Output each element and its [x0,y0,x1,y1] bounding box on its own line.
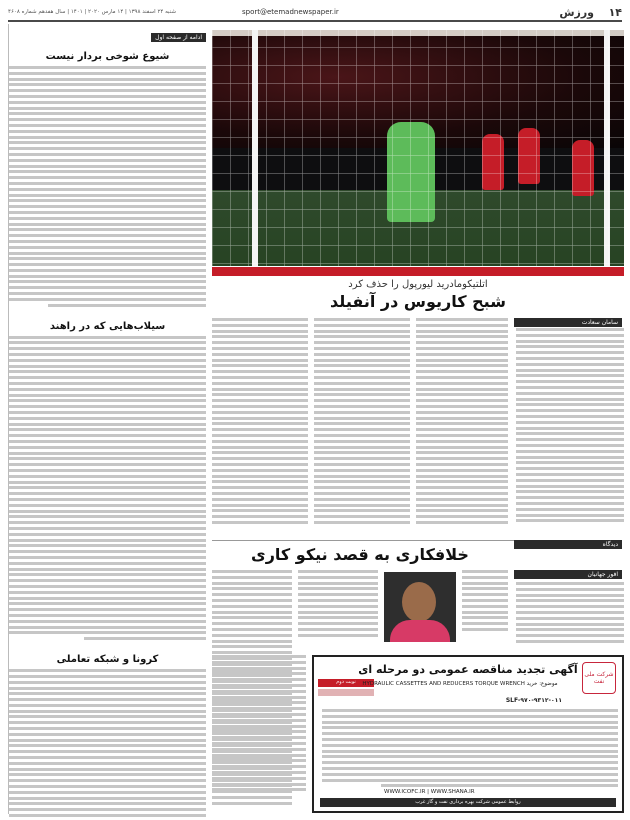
tender-advertisement[interactable] [312,655,624,813]
ad-footer: روابط عمومی شرکت بهره برداری نفت و گاز غرب [320,798,616,807]
ad-title: آگهی تجدید مناقصه عمومی دو مرحله ای [358,663,578,676]
issue-line: شنبه ۲۴ اسفند ۱۳۹۸ | ۱۴ مارس ۲۰۲۰ | ۱۴۰۱ | سال هفدهم شماره ۴۶۰۸ [8,9,176,15]
second-column-3 [462,570,508,634]
photo-caption-bar [212,267,624,276]
main-photo [212,30,624,266]
left-body-1 [9,66,206,307]
main-headline: شبح کاریوس در آنفیلد [330,292,506,311]
left-column [8,24,206,814]
second-author-tag: افور جهانیان [514,570,622,579]
bottom-column [212,655,306,794]
left-title-3: کرونا و شبکه تعاملی [56,654,159,666]
ad-subtitle: موضوع: خرید HYDRAULIC CASSETTES AND REDUCERS TORQUE WRENCH [362,681,558,687]
ad-url[interactable]: WWW.ICOFC.IR | WWW.SHANA.IR [384,789,475,795]
second-column-2 [298,570,378,640]
story-column-2 [314,318,410,527]
second-side-text [516,582,624,646]
ad-body [322,709,618,790]
second-tag: دیدگاه [514,540,622,549]
ad-code: SLF-۹۷۰-۹۳۱۲-۰۱۱ [505,697,562,704]
second-headline: خلافکاری به قصد نیکو کاری [251,545,469,564]
section-email[interactable]: sport@etemadnewspaper.ir [242,8,339,16]
story-column-1 [212,318,308,527]
side-author-tag: سامان سعادت [514,318,622,327]
left-body-2 [9,336,206,640]
side-column-text [516,328,624,525]
page-number: ۱۴ [608,6,622,19]
section-name: ورزش [559,6,594,19]
ad-red-badge: نوبت دوم [318,679,374,687]
left-title-2: سیلاب‌هایی که در راهند [49,320,166,332]
second-story-photo [384,572,456,642]
left-title-1: شیوع شوخی بردار نیست [45,51,170,62]
page-header [8,6,622,22]
continued-ribbon: ادامه از صفحه اول [151,33,206,42]
story-column-3 [416,318,508,527]
left-body-3 [9,669,206,820]
company-logo: شرکت ملی نفت [582,662,616,694]
ad-red-strip [318,689,374,696]
main-kicker: اتلتیکومادرید لیورپول را حذف کرد [348,279,488,290]
